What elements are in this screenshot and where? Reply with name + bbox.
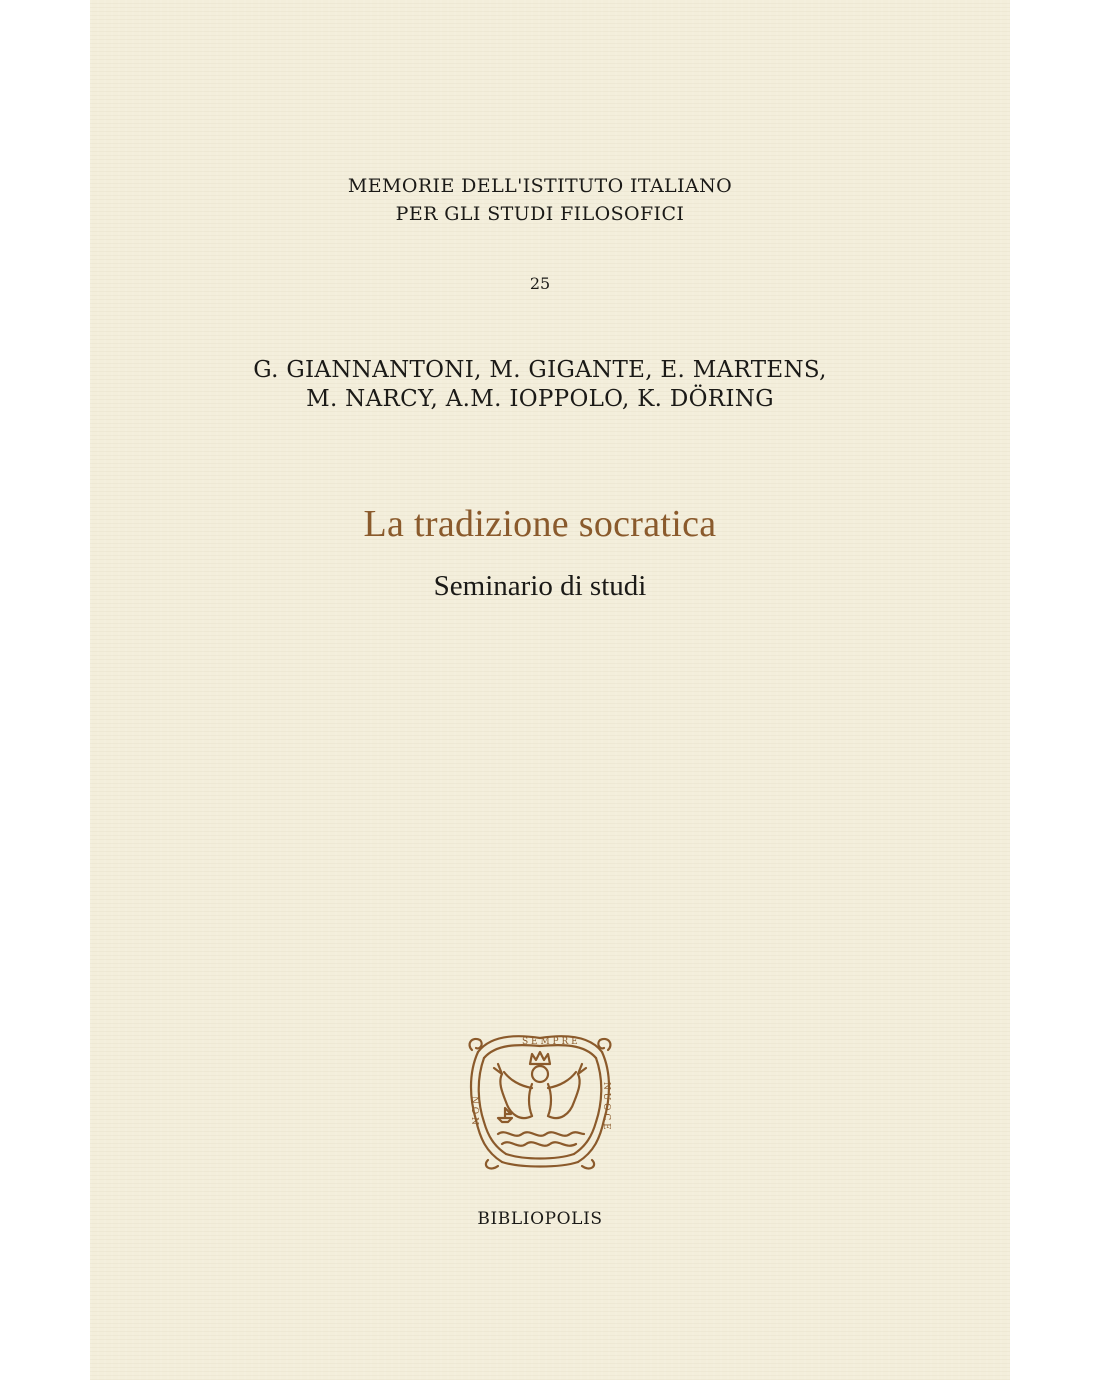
mermaid-emblem-icon (458, 1022, 622, 1172)
series-title (90, 172, 990, 228)
authors-line-2: M. NARCY, A.M. IOPPOLO, K. DÖRING (306, 386, 774, 412)
svg-text:N O N: N O N (469, 1096, 479, 1125)
publisher-name: BIBLIOPOLIS (477, 1209, 603, 1229)
book-cover (90, 0, 1010, 1380)
svg-text:S E M P R E: S E M P R E (522, 1037, 578, 1047)
series-title-line-1: MEMORIE DELL'ISTITUTO ITALIANO (347, 175, 733, 197)
volume-number: 25 (529, 274, 551, 293)
svg-text:N U O C E: N U O C E (601, 1082, 611, 1130)
authors (90, 356, 990, 414)
book-title: La tradizione socratica (363, 503, 717, 545)
series-title-line-2: PER GLI STUDI FILOSOFICI (395, 203, 685, 225)
authors-line-1: G. GIANNANTONI, M. GIGANTE, E. MARTENS, (253, 357, 827, 383)
book-subtitle: Seminario di studi (433, 570, 647, 602)
